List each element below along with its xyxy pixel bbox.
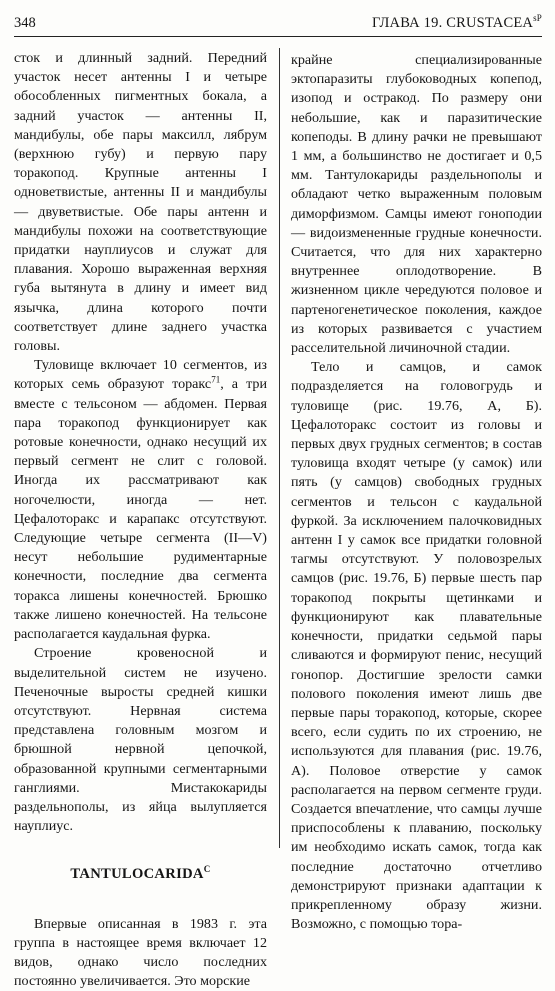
paragraph: сток и длинный задний. Передний участок несет антенны I и четыре обособленных пигментных бокала, а задний участок — антенны II, мандибулы, обе пары максилл, лябрум (верхнюю губу) и первую пару торакопод. Крупные антенны I одноветвистые, антенны II и мандибулы — двуветвистые. Обе пары антенн и мандибулы похожи на соответствующие придатки науплиусов и служат для плавания. Хорошо выраженная верхняя губа вытянута в длину и имеет вид язычка, длина которого почти соответствует длине заднего участка головы. xyxy=(14,50,267,355)
footnote-ref: 71 xyxy=(211,374,221,385)
paragraph-text: Туловище включает 10 сегментов, из которых семь образуют торакс xyxy=(14,357,267,393)
paragraph: Впервые описанная в 1983 г. эта группа в настоящее время включает 12 видов, однако число последних постоянно увеличивается. Это морские xyxy=(14,915,267,990)
paragraph: Строение кровеносной и выделительной систем не изучено. Печеночные выросты средней кишки отсутствуют. Нервная система представлена головным мозгом и брюшной нервной цепочкой, образованной крупными сегментарными ганглиями. Мистакокариды раздельнополы, из яйца вылупляется науплиус. xyxy=(14,645,267,835)
left-column xyxy=(14,49,267,991)
section-heading-text: TANTULOCARIDA xyxy=(70,866,204,883)
page-header xyxy=(14,13,542,33)
right-column xyxy=(291,51,542,934)
paragraph-text: , а три вместе с тельсоном — абдомен. Первая пара торакопод функционирует как ротовые конечности, однако несущий их первый сегмент не слит с головой. Иногда их рассматривают как ногочелюсти, иногда — нет. Цефалоторакс и карапакс отсутствуют. Следующие четыре сегмента (II—V) несут небольшие рудиментарные конечности, последние два сегмента торакса лишены конечностей. Брюшко также лишено конечностей. На тельсоне располагается каудальная фурка. xyxy=(14,376,267,643)
paragraph: Тело и самцов, и самок подразделяется на головогрудь и туловище (рис. 19.76, А, Б). Цефалоторакс состоит из головы и первых двух грудных сегментов; в состав туловища входят четыре (у самок) или пять (у самцов) свободных грудных сегментов и тельсон с каудальной фуркой. За исключением палочковидных антенн I у самок все придатки головной тагмы отсутствуют. У половозрелых самцов (рис. 19.76, Б) первые шесть пар торакопод покрыты щетинками и функционируют как плавательные конечности, придатки седьмой пары сливаются и формируют пенис, несущий гонопор. Достигшие зрелости самки полового поколения имеют лишь две первые пары торакопод, которые, скорее всего, если судить по их строению, не используются для плавания (рис. 19.76, А). Половое отверстие у самок располагается на первом сегменте груди. Создается впечатление, что самцы лучше приспособлены к плаванию, поскольку им необходимо искать самок, тогда как последние достаточно отчетливо демонстрируют признаки адаптации к прикрепленному образу жизни. Возможно, с помощью тора- xyxy=(291,359,542,933)
column-divider xyxy=(279,48,280,848)
section-heading-mark: C xyxy=(203,864,211,875)
paragraph xyxy=(14,356,267,644)
section-heading xyxy=(14,865,267,884)
chapter-mark: sP xyxy=(533,13,542,24)
chapter-title-text: ГЛАВА 19. CRUSTACEA xyxy=(372,15,534,31)
paragraph: крайне специализированные эктопаразиты глубоководных копепод, изопод и остракод. По размеру они небольшие, как и паразитические копеподы. В длину рачки не превышают 1 мм, а большинство не достигает и 0,5 мм. Тантулокариды раздельнополы и обладают четко выраженным половым диморфизмом. Самцы имеют гоноподии — видоизмененные грудные конечности. Считается, что для них характерно внутреннее оплодотворение. В жизненном цикле чередуются половое и партеногенетическое поколения, каждое из которых развивается с участием расселительной личиночной стадии. xyxy=(291,52,542,357)
page-number: 348 xyxy=(14,15,36,31)
chapter-title xyxy=(372,13,542,33)
header-rule xyxy=(14,36,542,37)
